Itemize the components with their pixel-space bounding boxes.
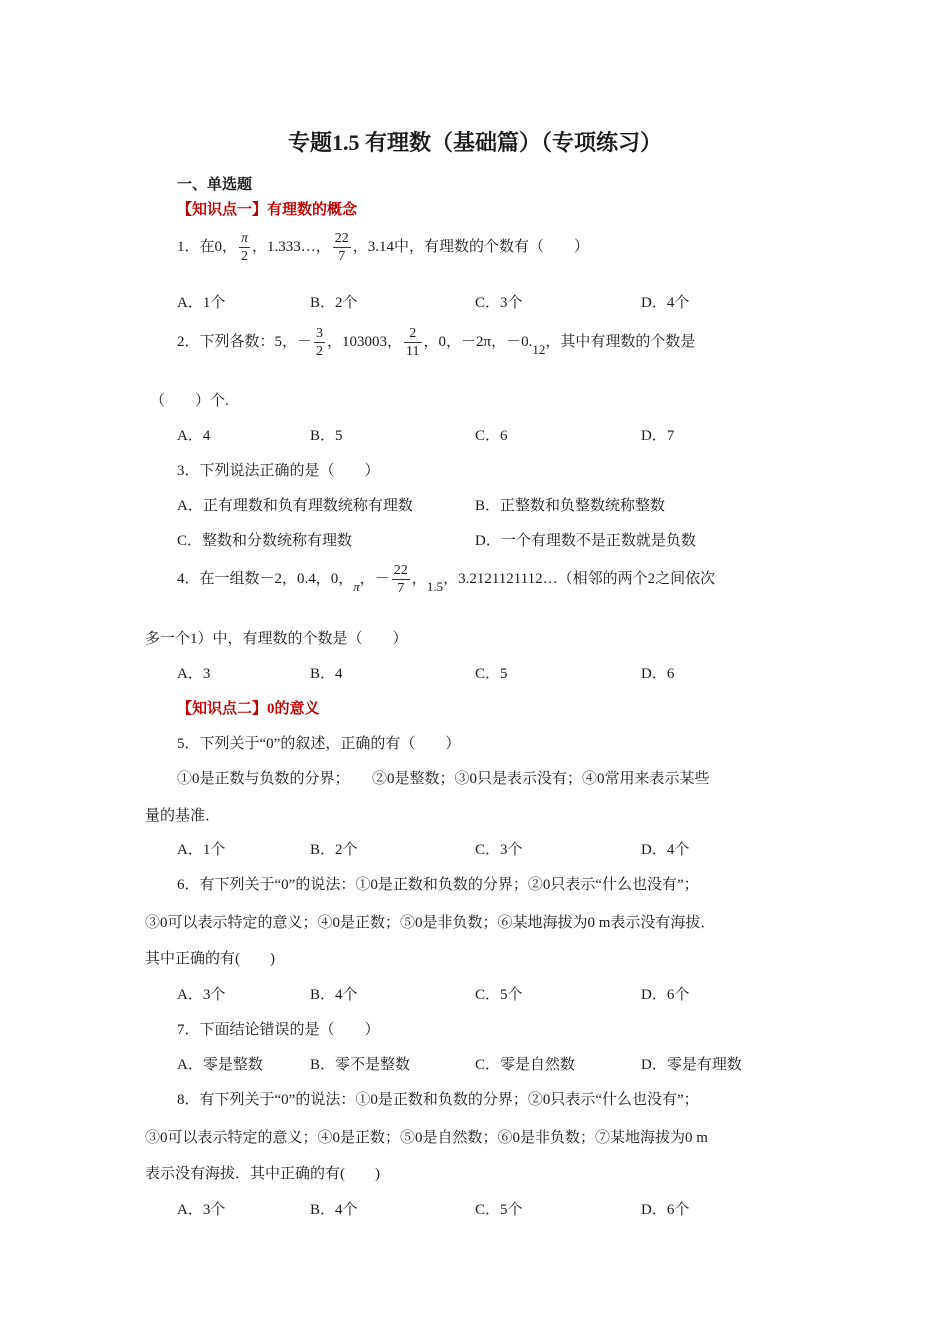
q8-option-c: C．5个 [475,1202,523,1218]
question-7: 7．下面结论错误的是（ ） [177,1022,380,1038]
q4-option-b: B．4 [310,666,343,682]
q1-option-c: C．3个 [475,295,523,311]
q3-option-b: B．正整数和负整数统称整数 [475,498,666,514]
fraction-22-over-7: $\frac{22}{7}$ [334,231,349,264]
question-2 [177,325,695,360]
knowledge-point-2: 【知识点二】0的意义 [177,701,320,717]
repeating-decimal-1-5: 1.5 [426,578,444,594]
q5-option-a: A．1个 [177,842,226,858]
q7-option-b: B．零不是整数 [310,1057,411,1073]
page-title: 专题1.5 有理数（基础篇）（专项练习） [287,130,662,155]
pi-symbol: π [353,578,360,594]
fraction-pi-over-2: $\frac{\pi}{2}$ [241,231,249,264]
q5-statements-line-2: 量的基准． [145,808,221,824]
q4-text-mid: ，－ [359,570,390,587]
q4-text-tail: ，3.2121121112…（相邻的两个2之间依次 [443,570,716,587]
q2-text-pre: 2．下列各数：5，－ [177,333,313,350]
q4-line-2: 多一个1）中，有理数的个数是（ ） [145,631,408,647]
q8-line-2: ③0可以表示特定的意义；④0是正数；⑤0是自然数；⑥0是非负数；⑦某地海拔为0 m [145,1130,708,1146]
q5-option-d: D．4个 [641,842,690,858]
q2-text-mid: ，103003， [327,333,403,350]
question-3: 3．下列说法正确的是（ ） [177,463,380,479]
q2-line-2: （ ）个. [150,393,229,409]
q4-text-pre: 4．在一组数－2，0.4，0， [177,570,354,587]
repeating-decimal-12: 12 [532,341,546,357]
q2-option-a: A．4 [177,428,211,444]
question-4 [177,562,715,597]
q6-option-c: C．5个 [475,987,523,1003]
q6-line-3: 其中正确的有( ) [145,951,275,967]
q6-line-2: ③0可以表示特定的意义；④0是正数；⑤0是非负数；⑥某地海拔为0 m表示没有海拔． [145,915,716,931]
q1-text-post: ，3.14中，有理数的个数有（ ） [352,238,590,255]
q1-option-b: B．2个 [310,295,358,311]
q6-option-d: D．6个 [641,987,690,1003]
q2-text-tail: ，其中有理数的个数是 [545,333,696,350]
q4-text-post: ， [411,570,427,587]
q4-option-d: D．6 [641,666,675,682]
q7-option-d: D．零是有理数 [641,1057,742,1073]
q1-option-d: D．4个 [641,295,690,311]
q6-option-a: A．3个 [177,987,226,1003]
question-5: 5．下列关于“0”的叙述，正确的有（ ） [177,736,461,752]
question-6: 6．有下列关于“0”的说法：①0是正数和负数的分界；②0只表示“什么也没有”； [177,877,699,893]
section-heading: 一、单选题 [177,177,253,193]
q1-text-mid: ，1.333…， [252,238,331,255]
q2-option-c: C．6 [475,428,508,444]
q7-option-c: C．零是自然数 [475,1057,576,1073]
q4-option-c: C．5 [475,666,508,682]
q2-text-post: ，0，－2π，－0. [423,333,533,350]
fraction-22-over-7: $\frac{22}{7}$ [393,563,408,596]
q2-option-d: D．7 [641,428,675,444]
fraction-3-over-2: $\frac{3}{2}$ [316,326,324,359]
q3-option-a: A．正有理数和负有理数统称有理数 [177,498,413,514]
q3-option-d: D．一个有理数不是正数就是负数 [475,533,696,549]
knowledge-point-1: 【知识点一】有理数的概念 [177,202,358,218]
q8-line-3: 表示没有海拔．其中正确的有( ) [145,1166,380,1182]
fraction-2-over-11: $\frac{2}{11}$ [406,326,420,359]
q8-option-a: A．3个 [177,1202,226,1218]
q3-option-c: C．整数和分数统称有理数 [177,533,353,549]
question-1 [177,230,589,265]
question-8: 8．有下列关于“0”的说法：①0是正数和负数的分界；②0只表示“什么也没有”； [177,1092,699,1108]
q2-option-b: B．5 [310,428,343,444]
q1-option-a: A．1个 [177,295,226,311]
q7-option-a: A．零是整数 [177,1057,263,1073]
q6-option-b: B．4个 [310,987,358,1003]
q4-option-a: A．3 [177,666,211,682]
q1-text-pre: 1．在0， [177,238,238,255]
q5-option-b: B．2个 [310,842,358,858]
q8-option-d: D．6个 [641,1202,690,1218]
q8-option-b: B．4个 [310,1202,358,1218]
q5-statements-line-1: ①0是正数与负数的分界； ②0是整数；③0只是表示没有；④0常用来表示某些 [177,771,710,787]
q5-option-c: C．3个 [475,842,523,858]
